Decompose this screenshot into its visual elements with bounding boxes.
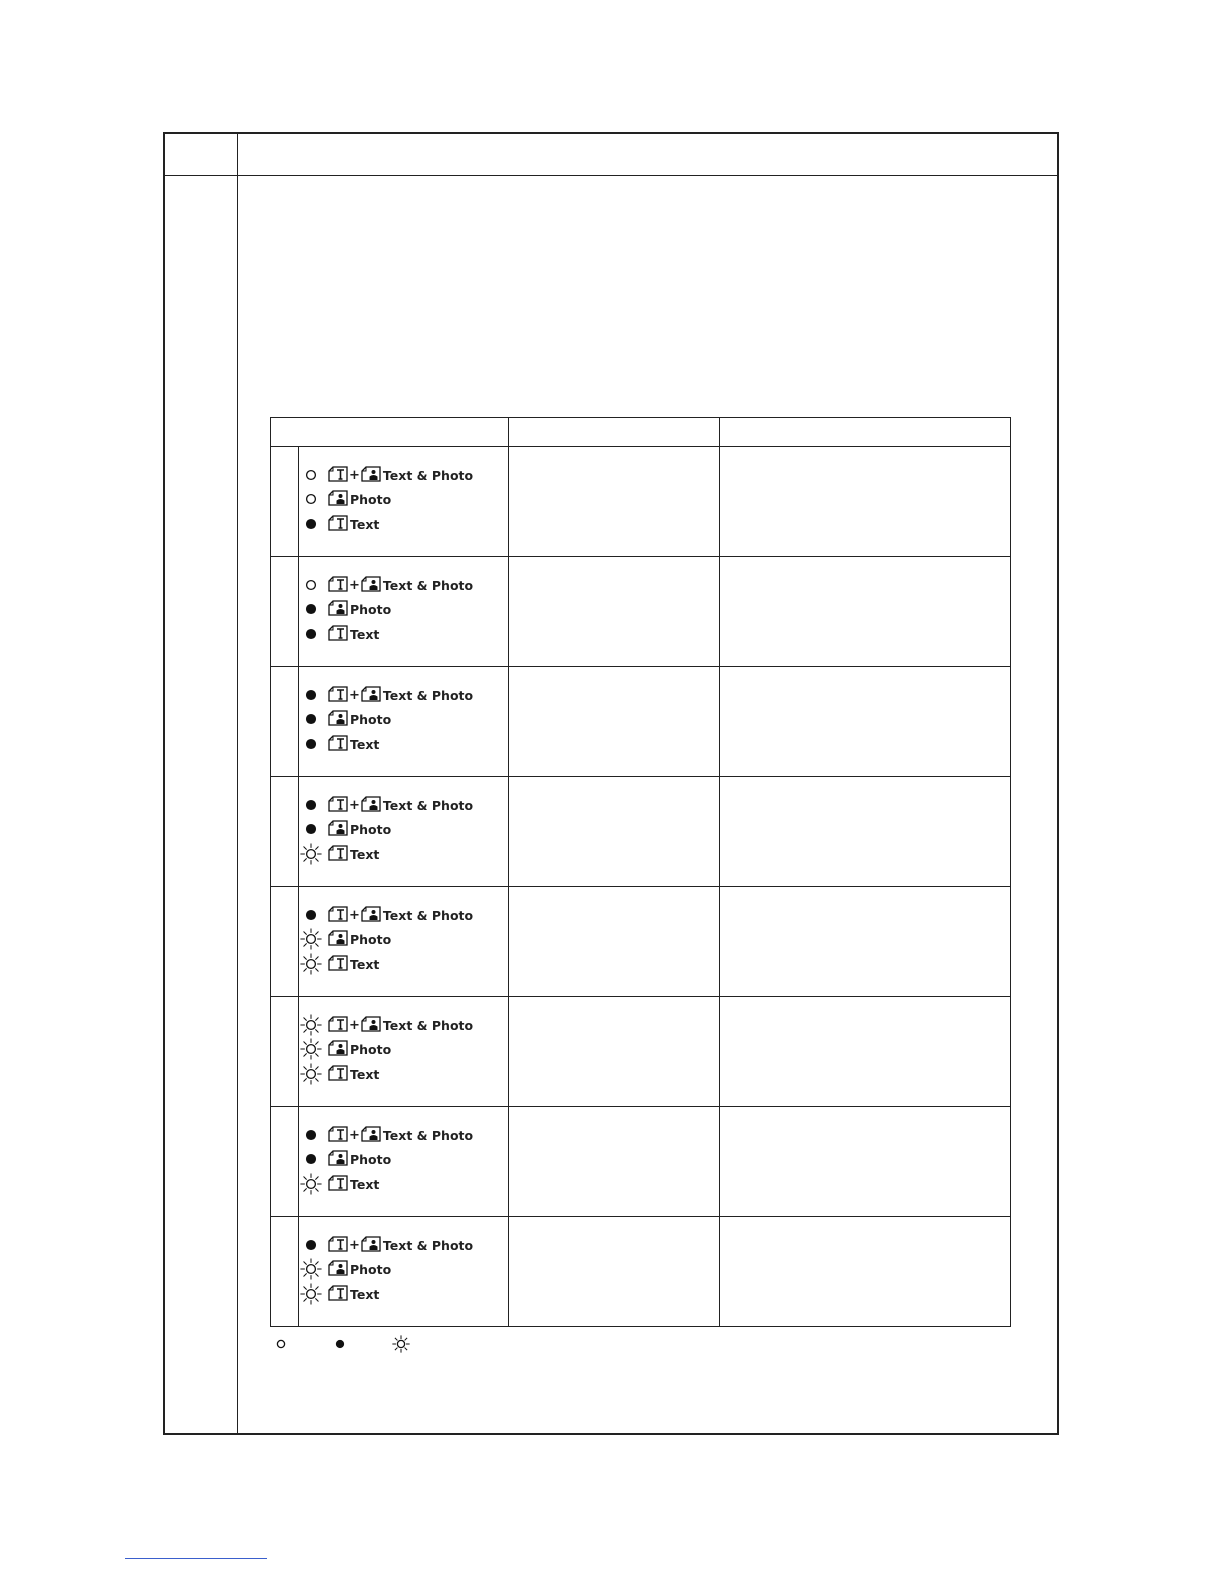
lamp-on-icon xyxy=(298,598,324,620)
indicator-text-photo xyxy=(298,464,473,486)
lamp-blinking-icon xyxy=(298,1173,324,1195)
indicator-label: Photo xyxy=(350,931,392,947)
lamp-on-icon xyxy=(298,1148,324,1170)
table-row-divider xyxy=(271,666,1010,667)
photo-original-icon xyxy=(361,796,381,815)
plus-sign: + xyxy=(349,797,360,813)
indicator-label: Text xyxy=(350,1176,380,1192)
lamp-blinking-icon xyxy=(298,1063,324,1085)
lamp-on-icon xyxy=(298,818,324,840)
indicator-label: Text xyxy=(350,1286,380,1302)
photo-original-icon xyxy=(361,1236,381,1255)
indicator-photo xyxy=(298,1258,391,1280)
lamp-off-icon xyxy=(298,574,324,596)
photo-original-icon xyxy=(361,466,381,485)
photo-original-icon xyxy=(361,576,381,595)
photo-original-icon xyxy=(328,600,348,619)
table-header-divider xyxy=(271,446,1010,447)
indicator-text xyxy=(298,1283,379,1305)
text-original-icon xyxy=(328,1065,348,1084)
table-row-divider xyxy=(271,556,1010,557)
text-original-icon xyxy=(328,735,348,754)
lamp-on-icon xyxy=(298,904,324,926)
header-divider xyxy=(165,175,1057,176)
lamp-off-icon xyxy=(298,464,324,486)
photo-original-icon xyxy=(328,820,348,839)
indicator-text xyxy=(298,843,379,865)
text-original-icon xyxy=(328,1175,348,1194)
indicator-text-photo xyxy=(298,1234,473,1256)
plus-sign: + xyxy=(349,687,360,703)
lamp-on-icon xyxy=(298,733,324,755)
photo-original-icon xyxy=(361,1126,381,1145)
text-original-icon xyxy=(328,1236,348,1255)
indicator-text-photo xyxy=(298,574,473,596)
text-original-icon xyxy=(328,515,348,534)
indicator-label: Photo xyxy=(350,1041,392,1057)
text-original-icon xyxy=(328,955,348,974)
footer-link-line xyxy=(125,1558,267,1559)
indicator-label: Text & Photo xyxy=(382,907,474,923)
indicator-label: Text & Photo xyxy=(382,1017,474,1033)
text-original-icon xyxy=(328,466,348,485)
indicator-text-photo xyxy=(298,904,473,926)
indicator-label: Photo xyxy=(350,711,392,727)
indicator-label: Text & Photo xyxy=(382,687,474,703)
table-column-divider xyxy=(719,418,720,1326)
indicator-label: Photo xyxy=(350,1151,392,1167)
indicator-photo xyxy=(298,1038,391,1060)
photo-original-icon xyxy=(361,686,381,705)
table-row-divider xyxy=(271,1106,1010,1107)
indicator-label: Text & Photo xyxy=(382,1237,474,1253)
indicator-photo xyxy=(298,488,391,510)
lamp-blinking-icon xyxy=(298,953,324,975)
lamp-on-icon xyxy=(298,1124,324,1146)
photo-original-icon xyxy=(328,490,348,509)
photo-original-icon xyxy=(361,1016,381,1035)
indicator-text-photo xyxy=(298,794,473,816)
plus-sign: + xyxy=(349,1127,360,1143)
indicator-photo xyxy=(298,708,391,730)
lamp-on-icon xyxy=(298,1234,324,1256)
lamp-on-icon xyxy=(298,684,324,706)
lamp-on-icon xyxy=(298,794,324,816)
indicator-photo xyxy=(298,598,391,620)
photo-original-icon xyxy=(328,1260,348,1279)
indicator-text xyxy=(298,953,379,975)
text-original-icon xyxy=(328,625,348,644)
indicator-text-photo xyxy=(298,1014,473,1036)
table-column-divider xyxy=(508,418,509,1326)
table-row-divider xyxy=(271,886,1010,887)
indicator-text xyxy=(298,623,379,645)
lamp-blinking-icon xyxy=(298,1258,324,1280)
indicator-label: Photo xyxy=(350,821,392,837)
plus-sign: + xyxy=(349,467,360,483)
photo-original-icon xyxy=(328,1040,348,1059)
indicator-label: Text & Photo xyxy=(382,797,474,813)
photo-original-icon xyxy=(328,710,348,729)
indicator-label: Text xyxy=(350,516,380,532)
indicator-photo xyxy=(298,928,391,950)
indicator-photo xyxy=(298,1148,391,1170)
indicator-table xyxy=(270,417,1011,1327)
table-row-divider xyxy=(271,996,1010,997)
lamp-blinking-icon xyxy=(298,1038,324,1060)
text-original-icon xyxy=(328,576,348,595)
lamp-blinking-icon xyxy=(298,1283,324,1305)
indicator-text-photo xyxy=(298,684,473,706)
plus-sign: + xyxy=(349,907,360,923)
legend-lamp-on-icon xyxy=(331,1336,349,1352)
lamp-off-icon xyxy=(298,488,324,510)
plus-sign: + xyxy=(349,1237,360,1253)
indicator-label: Photo xyxy=(350,491,392,507)
text-original-icon xyxy=(328,686,348,705)
lamp-blinking-icon xyxy=(298,1014,324,1036)
indicator-text xyxy=(298,1063,379,1085)
lamp-on-icon xyxy=(298,708,324,730)
column-divider xyxy=(237,134,238,1433)
table-row-divider xyxy=(271,776,1010,777)
plus-sign: + xyxy=(349,1017,360,1033)
indicator-label: Text xyxy=(350,736,380,752)
text-original-icon xyxy=(328,906,348,925)
indicator-label: Text xyxy=(350,846,380,862)
indicator-label: Text & Photo xyxy=(382,467,474,483)
indicator-photo xyxy=(298,818,391,840)
photo-original-icon xyxy=(328,930,348,949)
text-original-icon xyxy=(328,1126,348,1145)
indicator-text-photo xyxy=(298,1124,473,1146)
lamp-on-icon xyxy=(298,623,324,645)
text-original-icon xyxy=(328,845,348,864)
photo-original-icon xyxy=(361,906,381,925)
legend-lamp-blinking-icon xyxy=(392,1336,410,1352)
indicator-label: Text & Photo xyxy=(382,577,474,593)
plus-sign: + xyxy=(349,577,360,593)
indicator-text xyxy=(298,733,379,755)
indicator-label: Photo xyxy=(350,1261,392,1277)
legend-lamp-off-icon xyxy=(272,1336,290,1352)
lamp-on-icon xyxy=(298,513,324,535)
text-original-icon xyxy=(328,796,348,815)
indicator-text xyxy=(298,513,379,535)
indicator-label: Text xyxy=(350,1066,380,1082)
lamp-blinking-icon xyxy=(298,928,324,950)
indicator-label: Text & Photo xyxy=(382,1127,474,1143)
lamp-blinking-icon xyxy=(298,843,324,865)
photo-original-icon xyxy=(328,1150,348,1169)
text-original-icon xyxy=(328,1016,348,1035)
text-original-icon xyxy=(328,1285,348,1304)
indicator-label: Photo xyxy=(350,601,392,617)
indicator-label: Text xyxy=(350,626,380,642)
indicator-text xyxy=(298,1173,379,1195)
indicator-label: Text xyxy=(350,956,380,972)
table-row-divider xyxy=(271,1216,1010,1217)
